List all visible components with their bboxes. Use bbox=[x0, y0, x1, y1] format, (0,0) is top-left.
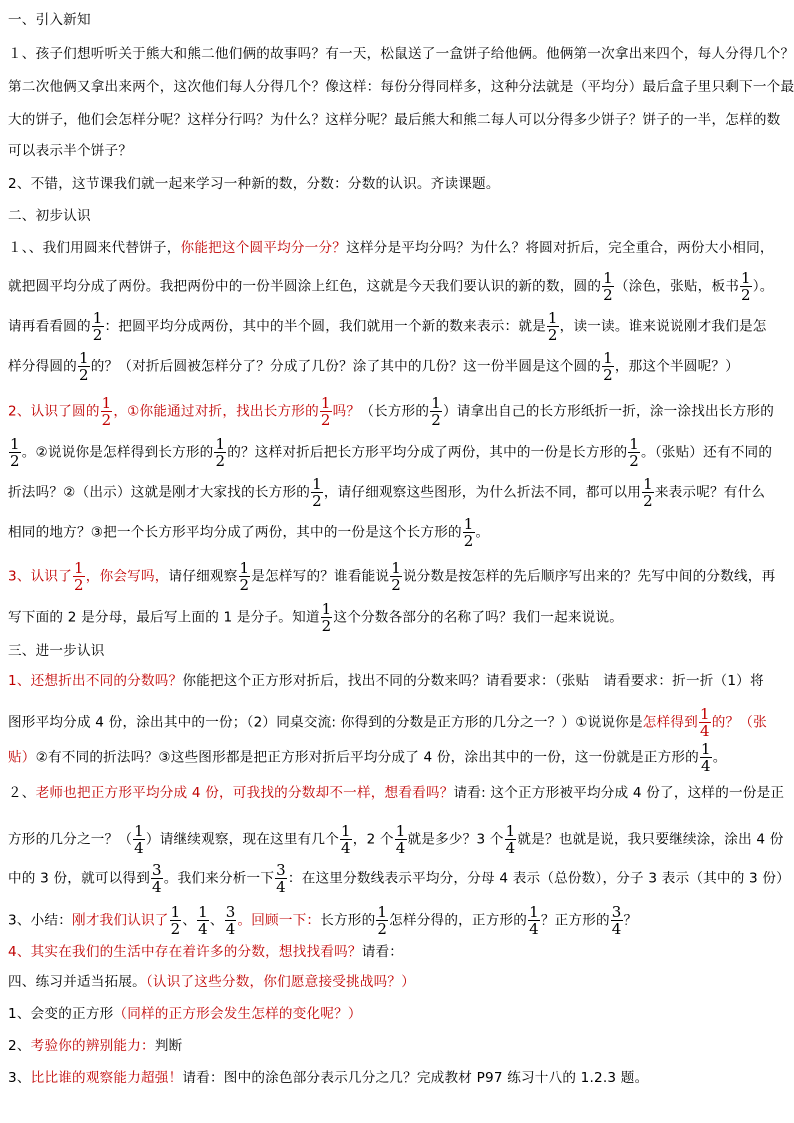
fraction: $\frac{1}{2}$ bbox=[321, 600, 332, 635]
s2-p3-line-1: 3、认识了 $\frac{1}{2}$ ，你会写吗，请仔细观察 $\frac{1}{2}$ 是怎样写的？谁看能说 $\frac{1}{2}$ 说分数是按怎样的先后顺序写出来的？先写中间的分数线，再 bbox=[8, 559, 776, 594]
fraction: $\frac{3}{4}$ bbox=[225, 903, 236, 938]
s2-p2-line-1: 2、认识了圆的 $\frac{1}{2}$ ，①你能通过对折，找出长方形的 $\frac{1}{2}$ 吗？（长方形的 $\frac{1}{2}$ ）请拿出自己的长方形纸折一折，涂一涂找出长方形的 bbox=[8, 394, 774, 429]
fraction: $\frac{1}{2}$ bbox=[643, 475, 653, 510]
s3-p4: 4、其实在我们的生活中存在着许多的分数，想找找看吗？请看： bbox=[8, 944, 404, 960]
section-2-heading: 二、初步认识 bbox=[8, 208, 91, 224]
fraction: $\frac{1}{2}$ bbox=[463, 515, 474, 550]
s2-p1-line-2: 就把圆平均分成了两份。我把两份中的一份半圆涂上红色，这就是今天我们要认识的新的数，圆的 $\frac{1}{2}$ （涂色，张贴，板书 $\frac{1}{2}$ ）。 bbox=[8, 269, 774, 304]
fraction: $\frac{1}{4}$ bbox=[529, 903, 539, 938]
s3-p1-line-1: 1、还想折出不同的分数吗？你能把这个正方形对折后，找出不同的分数来吗？请看要求：（张贴 请看要求：折一折（1）将 bbox=[8, 673, 764, 689]
s2-p2-line-2: $\frac{1}{2}$ 。②说说你是怎样得到长方形的 $\frac{1}{2}$ 的？这样对折后把长方形平均分成了两份，其中的一份是长方形的 $\frac{1}{2}$ 。（张贴）还有不同的 bbox=[10, 435, 773, 470]
fraction: $\frac{1}{2}$ bbox=[741, 269, 751, 304]
s1-p1-line-1: １、孩子们想听听关于熊大和熊二他们俩的故事吗？有一天，松鼠送了一盒饼子给他俩。他俩第一次拿出来四个，每人分得几个？ bbox=[8, 46, 794, 62]
fraction: $\frac{1}{2}$ bbox=[320, 394, 331, 429]
fraction: $\frac{1}{2}$ bbox=[377, 903, 388, 938]
s2-p2-line-3: 折法吗？②（出示）这就是刚才大家找的长方形的 $\frac{1}{2}$ ，请仔细观察这些图形，为什么折法不同，都可以用 $\frac{1}{2}$ 来表示呢？有什么 bbox=[8, 475, 766, 510]
fraction: $\frac{1}{2}$ bbox=[78, 349, 89, 384]
fraction: $\frac{1}{4}$ bbox=[700, 740, 711, 775]
fraction: $\frac{3}{4}$ bbox=[152, 861, 162, 896]
s2-p3-line-2: 写下面的 2 是分母，最后写上面的 1 是分子。知道 $\frac{1}{2}$ 这个分数各部分的名称了吗？我们一起来说说。 bbox=[8, 600, 624, 635]
fraction: $\frac{1}{4}$ bbox=[505, 822, 516, 857]
section-4-heading: 四、练习并适当拓展。（认识了这些分数，你们愿意接受挑战吗？） bbox=[8, 974, 416, 990]
fraction: $\frac{1}{2}$ bbox=[239, 559, 250, 594]
fraction: $\frac{1}{2}$ bbox=[547, 309, 558, 344]
fraction: $\frac{1}{4}$ bbox=[341, 822, 351, 857]
fraction: $\frac{1}{2}$ bbox=[629, 435, 639, 470]
s3-p3-summary: 3、小结：刚才我们认识了 $\frac{1}{2}$ 、 $\frac{1}{4}$ 、 $\frac{3}{4}$ 。回顾一下：长方形的 $\frac{1}{2}$ 怎样分得的，正方形的 $\frac{1}{4}$ ？正方形的 $\frac{3}{4}$ ？ bbox=[8, 903, 638, 938]
s1-p1-line-3: 大的饼子，他们会怎样分呢？这样分行吗？为什么？这样分呢？最后熊大和熊二每人可以分得多少饼子？饼子的一半，怎样的数 bbox=[8, 112, 781, 128]
fraction: $\frac{1}{2}$ bbox=[603, 269, 613, 304]
s2-p1-line-3: 请再看看圆的 $\frac{1}{2}$ ：把圆平均分成两份，其中的半个圆，我们就用一个新的数来表示：就是 $\frac{1}{2}$ ，读一读。谁来说说刚才我们是怎 bbox=[8, 309, 767, 344]
s3-p2-line-1: ２、老师也把正方形平均分成 4 份，可我找的分数却不一样，想看看吗？请看: 这个正方形被平均分成 4 份了，这样的一份是正 bbox=[8, 785, 785, 801]
s3-p1-line-2: 图形平均分成 4 份，涂出其中的一份；（2）同桌交流: 你得到的分数是正方形的几分之一？）①说说你是怎样得到 $\frac{1}{4}$ 的？（张 bbox=[8, 705, 767, 740]
fraction: $\frac{1}{4}$ bbox=[198, 903, 208, 938]
s2-p1-line-1: １、、我们用圆来代替饼子，你能把这个圆平均分一分？这样分是平均分吗？为什么？将圆对折后，完全重合，两份大小相同， bbox=[8, 240, 774, 256]
s2-p2-line-4: 相同的地方？③把一个长方形平均分成了两份，其中的一份是这个长方形的 $\frac{1}{2}$ 。 bbox=[8, 515, 490, 550]
fraction: $\frac{1}{4}$ bbox=[395, 822, 406, 857]
fraction: $\frac{1}{2}$ bbox=[74, 559, 84, 594]
fraction: $\frac{1}{2}$ bbox=[92, 309, 103, 344]
fraction: $\frac{1}{2}$ bbox=[101, 394, 112, 429]
section-3-heading: 三、进一步认识 bbox=[8, 643, 105, 659]
fraction: $\frac{1}{2}$ bbox=[312, 475, 322, 510]
fraction: $\frac{1}{2}$ bbox=[215, 435, 226, 470]
s4-item-2: 2、考验你的辨别能力：判断 bbox=[8, 1038, 183, 1054]
s1-p2: 2、不错，这节课我们就一起来学习一种新的数，分数：分数的认识。齐读课题。 bbox=[8, 176, 500, 192]
fraction: $\frac{1}{2}$ bbox=[391, 559, 401, 594]
s1-p1-line-2: 第二次他俩又拿出来两个，这次他们每人分得几个？像这样：每份分得同样多，这种分法就是（平均分）最后盒子里只剩下一个最 bbox=[8, 79, 794, 95]
s4-item-3: 3、比比谁的观察能力超强！请看：图中的涂色部分表示几分之几？完成教材 P97 练习十八的 1.2.3 题。 bbox=[8, 1070, 649, 1086]
s4-item-1: 1、会变的正方形（同样的正方形会发生怎样的变化呢？） bbox=[8, 1006, 362, 1022]
s3-p2-line-3: 中的 3 份，就可以得到 $\frac{3}{4}$ 。我们来分析一下 $\frac{3}{4}$ ：在这里分数线表示平均分，分母 4 表示（总份数），分子 3 表示（其中的 3 份） bbox=[8, 861, 790, 896]
fraction: $\frac{1}{2}$ bbox=[603, 349, 613, 384]
s2-p1-line-4: 样分得圆的 $\frac{1}{2}$ 的？（对折后圆被怎样分了？分成了几份？涂了其中的几份？这一份半圆是这个圆的 $\frac{1}{2}$ ，那这个半圆呢？） bbox=[8, 349, 739, 384]
fraction: $\frac{1}{2}$ bbox=[431, 394, 441, 429]
fraction: $\frac{1}{4}$ bbox=[699, 705, 710, 740]
s3-p1-line-3: 贴）②有不同的折法吗？③这些图形都是把正方形对折后平均分成了 4 份，涂出其中的一份，这一份就是正方形的 $\frac{1}{4}$ 。 bbox=[8, 740, 727, 775]
section-1-heading: 一、引入新知 bbox=[8, 12, 91, 28]
s1-p1-line-4: 可以表示半个饼子？ bbox=[8, 143, 133, 159]
s3-p2-line-2: 方形的几分之一？（ $\frac{1}{4}$ ）请继续观察，现在这里有几个 $\frac{1}{4}$ ，2 个 $\frac{1}{4}$ 就是多少？3 个 $\frac{1}{4}$ 就是？也就是说，我只要继续涂，涂出 4 份 bbox=[8, 822, 784, 857]
fraction: $\frac{1}{2}$ bbox=[170, 903, 181, 938]
fraction: $\frac{3}{4}$ bbox=[276, 861, 286, 896]
fraction: $\frac{1}{4}$ bbox=[134, 822, 144, 857]
fraction: $\frac{3}{4}$ bbox=[611, 903, 622, 938]
fraction: $\frac{1}{2}$ bbox=[10, 435, 20, 470]
